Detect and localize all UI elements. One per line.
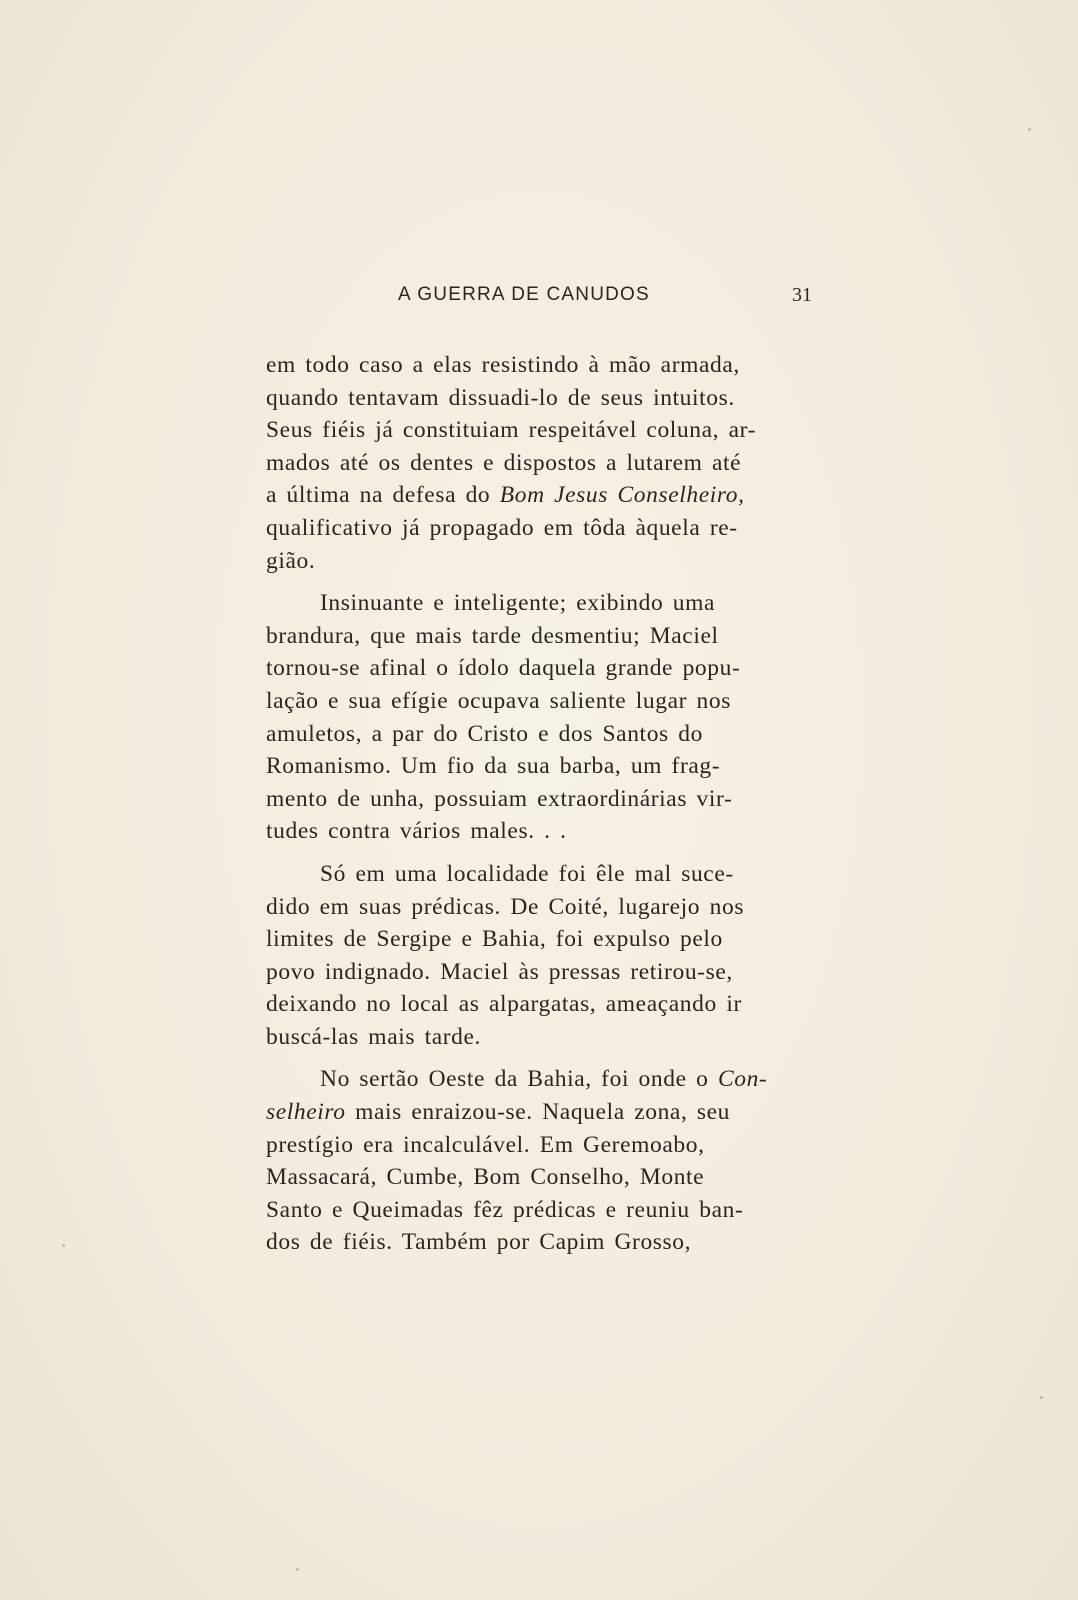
paper-speck <box>62 1244 65 1247</box>
text-line-mixed <box>266 479 810 512</box>
text-segment: mais enraizou-se. Naquela zona, seu <box>355 1099 731 1126</box>
text-line: lação e sua efígie ocupava saliente lugar nos <box>266 687 731 714</box>
text-line-mixed <box>266 1096 810 1129</box>
text-line: prestígio era incalculável. Em Geremoabo, <box>266 1131 705 1158</box>
text-line: Só em uma localidade foi êle mal suce- <box>320 860 734 887</box>
paragraph-2 <box>266 587 810 848</box>
text-line: mados até os dentes e dispostos a lutarem até <box>266 449 742 476</box>
paragraph-4 <box>266 1063 810 1259</box>
text-line: mento de unha, possuiam extraordinárias vir- <box>266 785 733 812</box>
page-number: 31 <box>792 284 812 306</box>
text-line: Seus fiéis já constituiam respeitável coluna, ar- <box>266 417 757 444</box>
text-line: Insinuante e inteligente; exibindo uma <box>320 590 716 617</box>
italic-term: Con- <box>717 1066 768 1093</box>
paragraph-3 <box>266 858 810 1054</box>
italic-term: selheiro <box>266 1099 346 1126</box>
paper-speck <box>296 1568 299 1571</box>
text-line: limites de Sergipe e Bahia, foi expulso pelo <box>266 926 723 953</box>
text-line: buscá-las mais tarde. <box>266 1023 482 1050</box>
text-segment: a última na defesa do <box>266 482 491 509</box>
text-line: dido em suas prédicas. De Coité, lugarejo nos <box>266 893 745 920</box>
paragraph-gap <box>266 1053 810 1063</box>
paragraph-1 <box>266 349 810 577</box>
paragraph-gap <box>266 848 810 858</box>
running-head <box>264 284 812 314</box>
text-line: Romanismo. Um fio da sua barba, um frag- <box>266 753 721 780</box>
paragraph-gap <box>266 577 810 587</box>
text-line: tudes contra vários males. . . <box>266 818 567 845</box>
running-title: A GUERRA DE CANUDOS <box>398 284 650 305</box>
text-segment: No sertão Oeste da Bahia, foi onde o <box>320 1066 709 1093</box>
text-line: tornou-se afinal o ídolo daquela grande popu- <box>266 655 741 682</box>
text-line: brandura, que mais tarde desmentiu; Maciel <box>266 622 719 649</box>
text-line: dos de fiéis. Também por Capim Grosso, <box>266 1229 692 1256</box>
text-line: deixando no local as alpargatas, ameaçando ir <box>266 991 742 1018</box>
text-line: gião. <box>266 547 316 574</box>
text-line: quando tentavam dissuadi-lo de seus intuitos. <box>266 384 735 411</box>
text-line: amuletos, a par do Cristo e dos Santos do <box>266 720 703 747</box>
text-line-mixed <box>266 1063 810 1096</box>
italic-term: Bom Jesus Conselheiro, <box>499 482 745 509</box>
text-line: Santo e Queimadas fêz prédicas e reuniu ban- <box>266 1196 744 1223</box>
text-line: povo indignado. Maciel às pressas retirou-se, <box>266 958 733 985</box>
body-text <box>266 349 810 1259</box>
text-line: em todo caso a elas resistindo à mão armada, <box>266 352 740 378</box>
paper-speck <box>1040 1396 1043 1399</box>
text-line: qualificativo já propagado em tôda àquela re- <box>266 514 738 541</box>
text-line: Massacará, Cumbe, Bom Conselho, Monte <box>266 1164 705 1191</box>
paper-speck <box>1028 128 1031 131</box>
